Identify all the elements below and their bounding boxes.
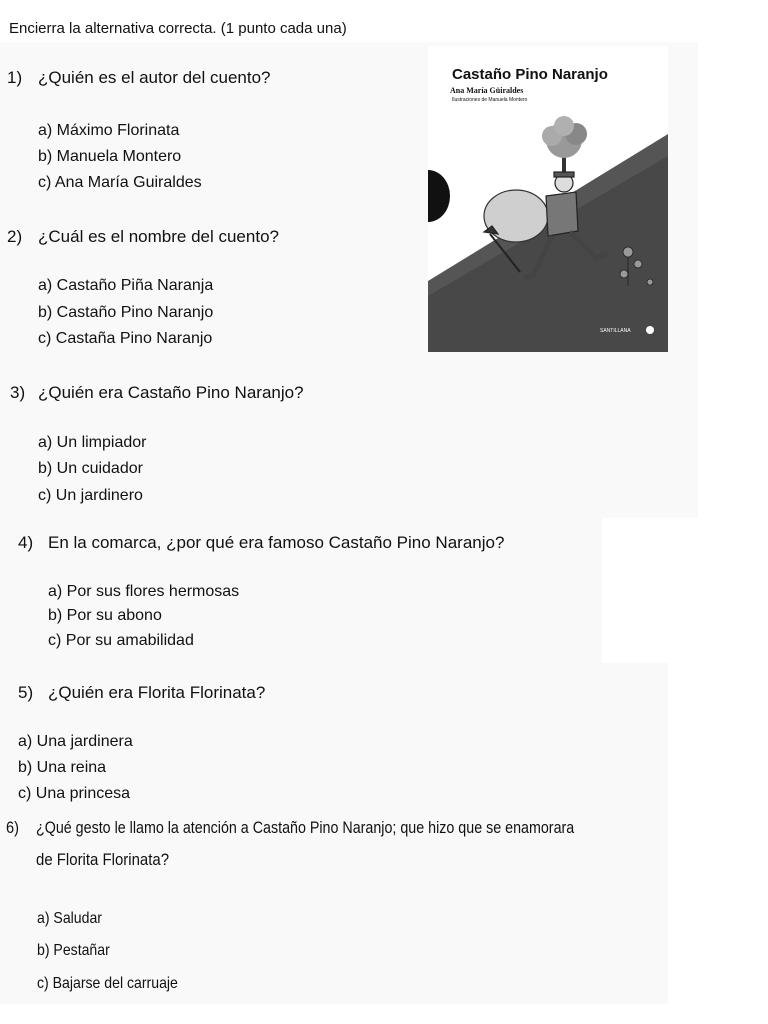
- book-cover-image: [428, 46, 668, 352]
- question-1-number: 1): [7, 68, 23, 87]
- question-5-option-b[interactable]: b) Una reina: [18, 759, 107, 776]
- cover-author: Ana María Güiraldes: [450, 86, 524, 95]
- question-5-text: ¿Quién era Florita Florinata?: [48, 683, 266, 702]
- cover-publisher: SANTILLANA: [600, 328, 631, 334]
- question-6-number: 6): [6, 818, 20, 837]
- cover-title: Castaño Pino Naranjo: [452, 66, 608, 83]
- question-4-number: 4): [18, 533, 34, 552]
- question-2-option-b[interactable]: b) Castaño Pino Naranjo: [38, 304, 214, 321]
- question-3-option-a[interactable]: a) Un limpiador: [38, 434, 147, 451]
- question-6-option-a[interactable]: a) Saludar: [37, 910, 102, 927]
- question-5-option-c[interactable]: c) Una princesa: [18, 785, 131, 802]
- question-5-number: 5): [18, 683, 34, 702]
- publisher-logo-icon: [646, 326, 654, 334]
- tree-icon: [542, 116, 587, 174]
- question-3-option-b[interactable]: b) Un cuidador: [38, 460, 143, 477]
- question-4-option-a[interactable]: a) Por sus flores hermosas: [48, 583, 240, 600]
- question-4-option-b[interactable]: b) Por su abono: [48, 607, 162, 624]
- cover-illustrator: Ilustraciones de Manuela Montero: [452, 97, 528, 103]
- question-2-number: 2): [7, 227, 23, 246]
- question-5-option-a[interactable]: a) Una jardinera: [18, 733, 133, 750]
- question-6-text-continued: de Florita Florinata?: [36, 850, 170, 869]
- question-2-text: ¿Cuál es el nombre del cuento?: [38, 227, 279, 246]
- question-1-option-a[interactable]: a) Máximo Florinata: [38, 122, 180, 139]
- instructions-text: Encierra la alternativa correcta. (1 punto cada una): [9, 20, 347, 37]
- question-2-option-c[interactable]: c) Castaña Pino Naranjo: [38, 330, 213, 347]
- question-4-text: En la comarca, ¿por qué era famoso Castaño Pino Naranjo?: [48, 533, 505, 552]
- question-4-option-c[interactable]: c) Por su amabilidad: [48, 632, 194, 649]
- question-6-option-b[interactable]: b) Pestañar: [37, 942, 110, 959]
- question-3-number: 3): [10, 383, 26, 402]
- question-1-text: ¿Quién es el autor del cuento?: [38, 68, 271, 87]
- question-3-option-c[interactable]: c) Un jardinero: [38, 487, 143, 504]
- question-3-text: ¿Quién era Castaño Pino Naranjo?: [38, 383, 304, 402]
- question-1-option-c[interactable]: c) Ana María Guiraldes: [38, 174, 202, 191]
- question-6-text: ¿Qué gesto le llamo la atención a Castaño Pino Naranjo; que hizo que se enamorara: [36, 818, 575, 837]
- question-6-option-c[interactable]: c) Bajarse del carruaje: [37, 975, 178, 992]
- question-1-option-b[interactable]: b) Manuela Montero: [38, 148, 182, 165]
- question-2-option-a[interactable]: a) Castaño Piña Naranja: [38, 277, 214, 294]
